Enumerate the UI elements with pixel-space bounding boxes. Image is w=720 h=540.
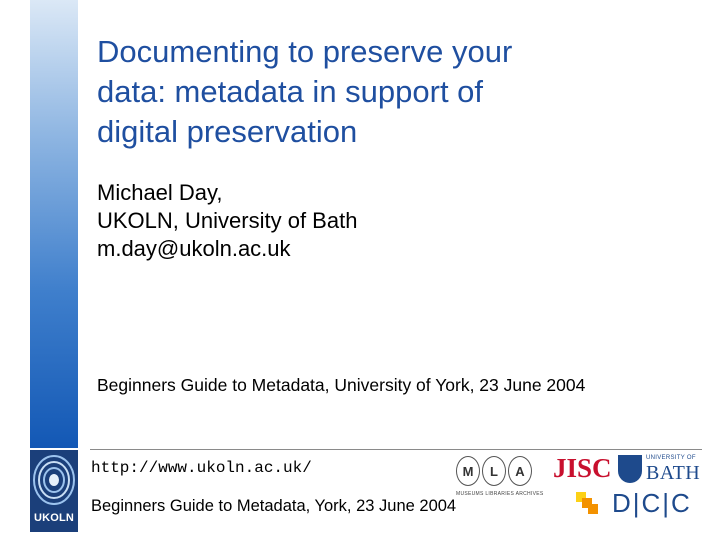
slide-title [97, 32, 657, 152]
bath-top-text: UNIVERSITY OF [646, 455, 696, 461]
title-line: Documenting to preserve your [97, 34, 513, 69]
footer-divider [90, 449, 702, 450]
university-of-bath-logo [618, 455, 702, 485]
ukoln-logo [30, 450, 78, 532]
ukoln-swirl-icon [30, 450, 78, 512]
mla-letter: M [456, 456, 480, 486]
author-name: Michael Day, [97, 180, 223, 205]
dcc-squares-icon [576, 492, 598, 516]
author-block [97, 179, 657, 263]
dcc-wordmark: D|C|C [612, 488, 692, 518]
title-line: data: metadata in support of [97, 74, 484, 109]
mla-logo [456, 456, 542, 500]
footer-caption: Beginners Guide to Metadata, York, 23 June 2004 [91, 497, 457, 515]
title-line: digital preservation [97, 114, 358, 149]
bath-crest-icon [618, 455, 642, 483]
author-email: m.day@ukoln.ac.uk [97, 236, 291, 261]
dcc-logo [576, 490, 702, 520]
footer-url[interactable]: http://www.ukoln.ac.uk/ [91, 459, 312, 477]
mla-subtitle: MUSEUMS LIBRARIES ARCHIVES [456, 491, 544, 497]
mla-letter: A [508, 456, 532, 486]
bath-name: BATH [646, 462, 701, 484]
mla-letter: L [482, 456, 506, 486]
jisc-logo: JISC [553, 453, 612, 483]
author-affiliation: UKOLN, University of Bath [97, 208, 358, 233]
ukoln-label: UKOLN [33, 512, 75, 524]
event-info: Beginners Guide to Metadata, University of York, 23 June 2004 [97, 375, 586, 395]
left-gradient-bar [30, 0, 78, 448]
